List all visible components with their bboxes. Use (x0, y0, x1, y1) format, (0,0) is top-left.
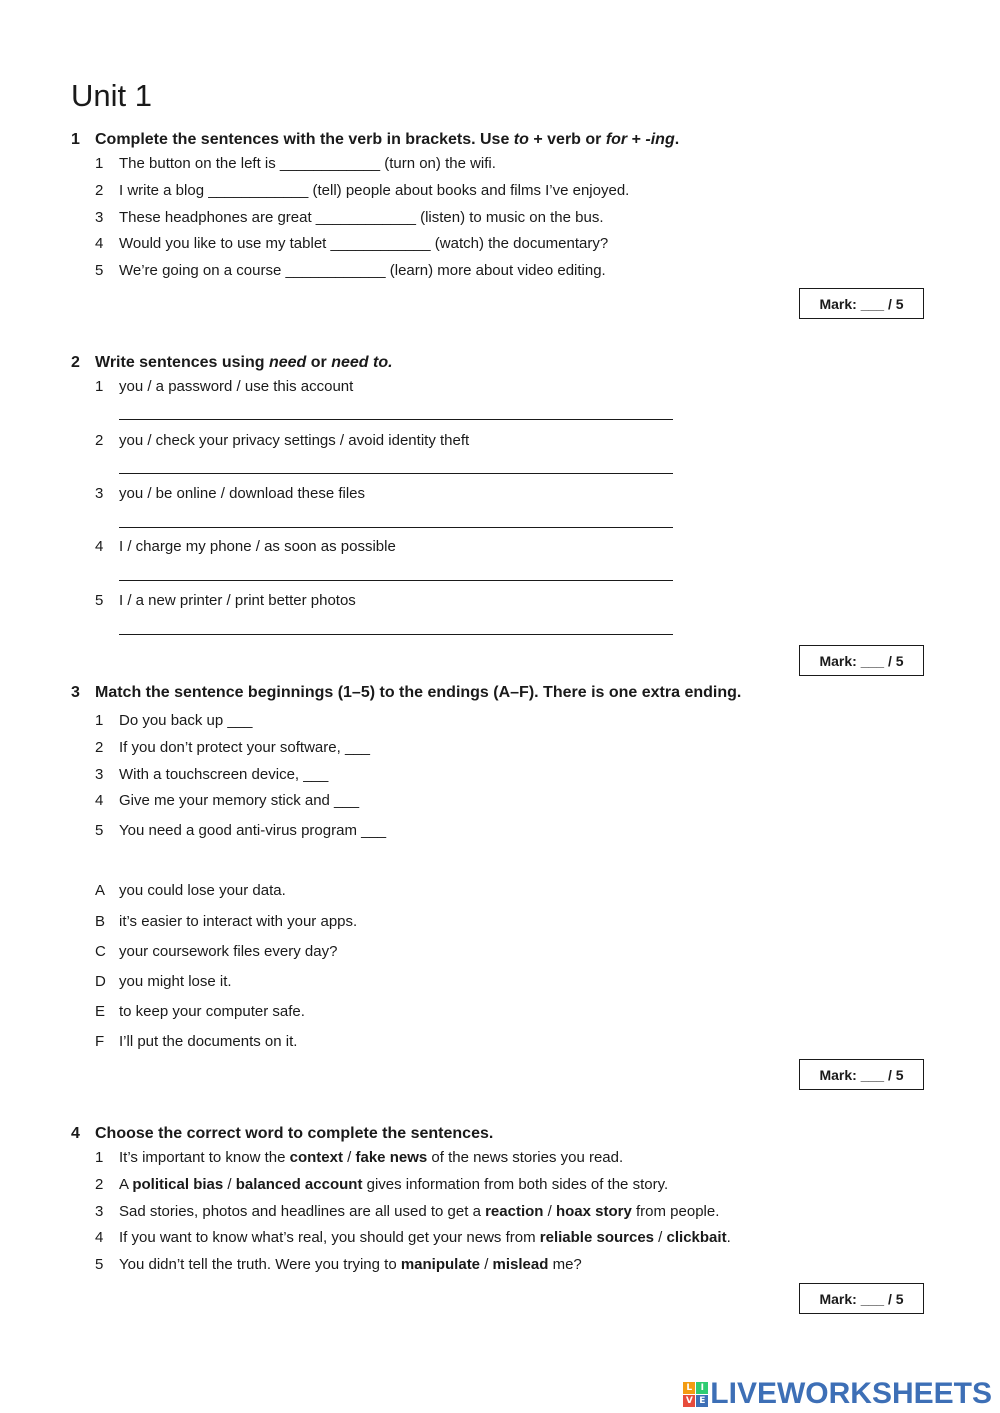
exercise-3-beginning: 5 You need a good anti-virus program ___ (95, 822, 387, 839)
option-word[interactable]: clickbait (666, 1229, 727, 1246)
exercise-1-item: 2 I write a blog ____________ (tell) people about books and films I’ve enjoyed. (95, 182, 630, 199)
answer-line[interactable] (119, 634, 673, 635)
logo-squares-icon (683, 1382, 708, 1407)
exercise-4-item: 1 It’s important to know the context / fake news of the news stories you read. (95, 1149, 624, 1166)
exercise-3-beginning: 4 Give me your memory stick and ___ (95, 792, 360, 809)
exercise-2-item: 5 I / a new printer / print better photos (95, 592, 356, 609)
exercise-3-beginning: 1 Do you back up ___ (95, 712, 253, 729)
exercise-3-ending: F I’ll put the documents on it. (95, 1033, 298, 1050)
exercise-4-item: 5 You didn’t tell the truth. Were you trying to manipulate / mislead me? (95, 1256, 582, 1273)
exercise-2-item: 2 you / check your privacy settings / avoid identity theft (95, 432, 470, 449)
option-word[interactable]: balanced account (235, 1176, 363, 1193)
liveworksheets-logo (683, 1377, 992, 1411)
option-word[interactable]: fake news (355, 1149, 428, 1166)
logo-square: L (683, 1382, 695, 1394)
exercise-3-beginning: 3 With a touchscreen device, ___ (95, 766, 329, 783)
exercise-3-ending: E to keep your computer safe. (95, 1003, 305, 1020)
exercise-4-item: 4 If you want to know what’s real, you should get your news from reliable sources / clickbait. (95, 1229, 731, 1246)
option-word[interactable]: reaction (485, 1203, 544, 1220)
exercise-3-ending: C your coursework files every day? (95, 943, 338, 960)
exercise-3-ending: D you might lose it. (95, 973, 232, 990)
exercise-3-beginning: 2 If you don’t protect your software, ___ (95, 739, 370, 756)
exercise-4-instruction: 4 Choose the correct word to complete the sentences. (71, 1125, 494, 1142)
exercise-2-mark-box: Mark: ___ / 5 (799, 645, 924, 676)
option-word[interactable]: mislead (492, 1256, 549, 1273)
logo-square: I (696, 1382, 708, 1394)
exercise-1-item: 5 We’re going on a course ____________ (learn) more about video editing. (95, 262, 606, 279)
page-title: Unit 1 (71, 78, 152, 113)
exercise-1-mark-box: Mark: ___ / 5 (799, 288, 924, 319)
exercise-4-item: 3 Sad stories, photos and headlines are all used to get a reaction / hoax story from people. (95, 1203, 720, 1220)
exercise-3-mark-box: Mark: ___ / 5 (799, 1059, 924, 1090)
logo-square: V (683, 1395, 695, 1407)
exercise-3-ending: B it’s easier to interact with your apps. (95, 913, 358, 930)
exercise-1-instruction: 1 Complete the sentences with the verb in brackets. Use to + verb or for + -ing. (71, 131, 680, 148)
exercise-1-item: 3 These headphones are great ____________ (listen) to music on the bus. (95, 209, 604, 226)
exercise-3-instruction: 3 Match the sentence beginnings (1–5) to the endings (A–F). There is one extra ending. (71, 684, 742, 701)
logo-square: E (696, 1395, 708, 1407)
option-word[interactable]: context (289, 1149, 343, 1166)
answer-line[interactable] (119, 580, 673, 581)
exercise-1-item: 1 The button on the left is ____________ (turn on) the wifi. (95, 155, 496, 172)
option-word[interactable]: hoax story (555, 1203, 632, 1220)
answer-line[interactable] (119, 473, 673, 474)
option-word[interactable]: reliable sources (539, 1229, 655, 1246)
answer-line[interactable] (119, 527, 673, 528)
exercise-4-item: 2 A political bias / balanced account gives information from both sides of the story. (95, 1176, 669, 1193)
option-word[interactable]: political bias (132, 1176, 224, 1193)
exercise-2-instruction: 2 Write sentences using need or need to. (71, 354, 393, 371)
exercise-3-ending: A you could lose your data. (95, 882, 286, 899)
exercise-2-item: 3 you / be online / download these files (95, 485, 365, 502)
logo-text: LIVEWORKSHEETS (710, 1377, 992, 1410)
exercise-1-item: 4 Would you like to use my tablet ____________ (watch) the documentary? (95, 235, 609, 252)
option-word[interactable]: manipulate (400, 1256, 481, 1273)
exercise-2-item: 1 you / a password / use this account (95, 378, 354, 395)
answer-line[interactable] (119, 419, 673, 420)
exercise-4-mark-box: Mark: ___ / 5 (799, 1283, 924, 1314)
exercise-2-item: 4 I / charge my phone / as soon as possible (95, 538, 396, 555)
